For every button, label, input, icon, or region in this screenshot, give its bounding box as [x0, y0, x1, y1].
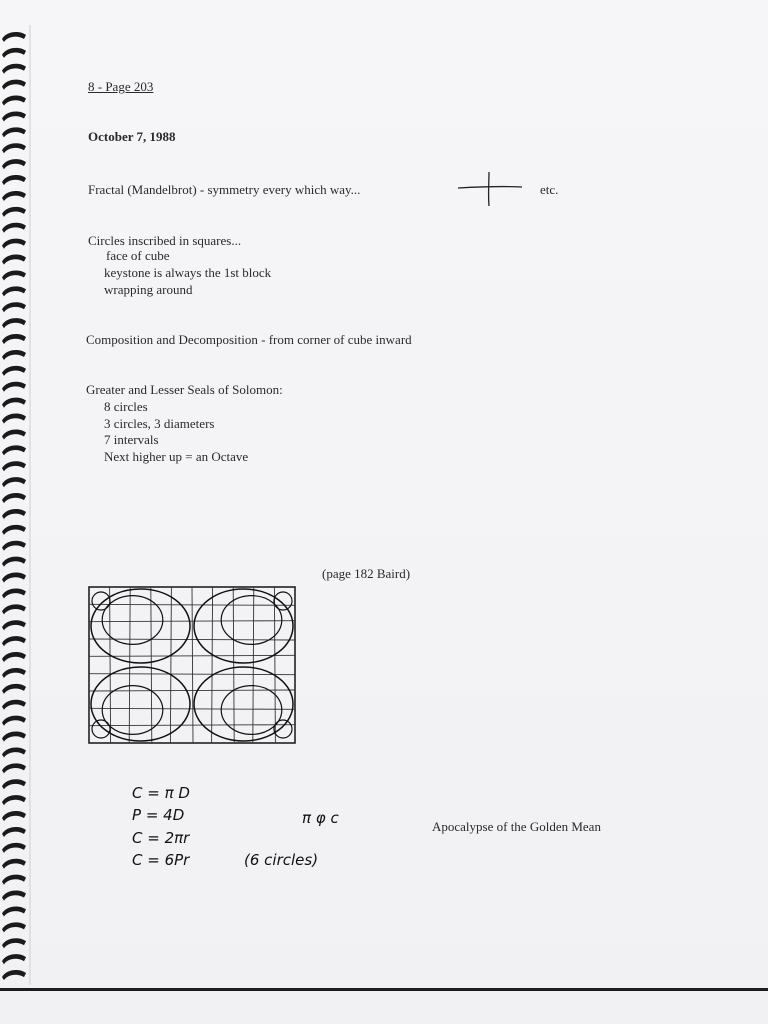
grid-line [192, 587, 193, 743]
cross-sketch [456, 168, 526, 210]
binding-ring [2, 763, 26, 773]
circle-grid-sketch [86, 584, 298, 746]
seals-item: 8 circles [104, 399, 148, 414]
grid-line [274, 587, 275, 743]
grid-line [89, 639, 295, 640]
inscribed-circle [194, 667, 293, 741]
inner-circle [102, 686, 163, 735]
binding-ring [2, 779, 26, 789]
spiral-binding [0, 25, 40, 985]
binding-ring [2, 334, 26, 344]
binding-ring [2, 143, 26, 153]
grid-line [233, 587, 234, 743]
symbols-pi-phi-c: π φ c [302, 809, 339, 827]
entry-date: October 7, 1988 [88, 129, 176, 144]
binding-ring [2, 541, 26, 551]
binding-ring [2, 906, 26, 916]
grid-line [89, 655, 295, 656]
binding-ring [2, 191, 26, 201]
binding-ring [2, 366, 26, 376]
binding-ring [2, 239, 26, 249]
inscribed-circle [194, 589, 293, 663]
binding-ring [2, 48, 26, 58]
binding-ring [2, 350, 26, 360]
seals-item: Next higher up = an Octave [104, 449, 249, 464]
binding-ring [2, 286, 26, 296]
binding-ring [2, 588, 26, 598]
page-bottom-edge [0, 988, 768, 991]
binding-ring [2, 668, 26, 678]
binding-ring [2, 859, 26, 869]
grid-line [89, 604, 295, 605]
formula-line: C = π D [132, 784, 190, 802]
binding-ring [2, 127, 26, 137]
binding-ring [2, 175, 26, 185]
binding-ring [2, 891, 26, 901]
binding-ring [2, 620, 26, 630]
binding-ring [2, 223, 26, 233]
binding-ring [2, 938, 26, 948]
page-reference: 8 - Page 203 [88, 79, 154, 94]
inner-circle [221, 686, 282, 735]
grid-line [89, 674, 295, 675]
circles-item: wrapping around [104, 282, 193, 297]
binding-ring [2, 414, 26, 424]
binding-ring [2, 509, 26, 519]
binding-ring [2, 382, 26, 392]
binding-ring [2, 318, 26, 328]
binding-ring [2, 159, 26, 169]
binding-ring [2, 732, 26, 742]
binding-ring [2, 922, 26, 932]
binding-ring [2, 477, 26, 487]
binding-ring [2, 875, 26, 885]
binding-ring [2, 573, 26, 583]
binding-ring [2, 795, 26, 805]
binding-ring [2, 461, 26, 471]
corner-circle [92, 592, 110, 610]
binding-ring [2, 32, 26, 42]
binding-ring [2, 843, 26, 853]
binding-ring [2, 255, 26, 265]
circles-item: keystone is always the 1st block [104, 265, 272, 280]
inner-circle [102, 596, 163, 645]
binding-ring [2, 636, 26, 646]
circles-item: face of cube [106, 248, 170, 263]
seals-title: Greater and Lesser Seals of Solomon: [86, 382, 283, 397]
binding-ring [2, 302, 26, 312]
binding-ring [2, 80, 26, 90]
grid-line [170, 587, 171, 743]
seals-item: 3 circles, 3 diameters [104, 416, 215, 431]
corner-circle [274, 592, 292, 610]
binding-ring [2, 716, 26, 726]
composition-line: Composition and Decomposition - from corner of cube inward [86, 332, 412, 347]
binding-ring [2, 270, 26, 280]
grid-line [253, 587, 254, 743]
binding-ring [2, 429, 26, 439]
seals-item: 7 intervals [104, 432, 159, 447]
binding-ring [2, 525, 26, 535]
golden-mean-title: Apocalypse of the Golden Mean [432, 819, 601, 834]
binding-ring [2, 652, 26, 662]
grid-line [110, 587, 111, 743]
inscribed-circle [91, 667, 190, 741]
binding-ring [2, 827, 26, 837]
binding-ring [2, 445, 26, 455]
binding-ring [2, 398, 26, 408]
grid-line [89, 621, 295, 622]
corner-circle [274, 720, 292, 738]
formula-line: C = 6Pr [132, 851, 190, 869]
inscribed-circle [91, 589, 190, 663]
fractal-line: Fractal (Mandelbrot) - symmetry every which way... [88, 182, 361, 197]
figure-caption: (page 182 Baird) [322, 566, 411, 581]
binding-ring [2, 604, 26, 614]
formula-line: P = 4D [132, 806, 185, 824]
grid-line [129, 587, 130, 743]
grid-line [89, 690, 295, 691]
grid-line [89, 725, 295, 726]
binding-ring [2, 207, 26, 217]
etc-label: etc. [540, 182, 559, 197]
grid-line [151, 587, 152, 743]
inner-circle [221, 596, 282, 645]
binding-ring [2, 96, 26, 106]
binding-ring [2, 700, 26, 710]
binding-ring [2, 970, 26, 980]
binding-ring [2, 747, 26, 757]
grid-line [89, 708, 295, 709]
formula-note: (6 circles) [244, 851, 319, 869]
binding-ring [2, 557, 26, 567]
grid-line [212, 587, 213, 743]
binding-ring [2, 954, 26, 964]
corner-circle [92, 720, 110, 738]
binding-ring [2, 493, 26, 503]
binding-ring [2, 64, 26, 74]
binding-ring [2, 811, 26, 821]
circles-intro: Circles inscribed in squares... [88, 233, 242, 248]
formula-line: C = 2πr [132, 829, 190, 847]
binding-ring [2, 684, 26, 694]
binding-ring [2, 111, 26, 121]
